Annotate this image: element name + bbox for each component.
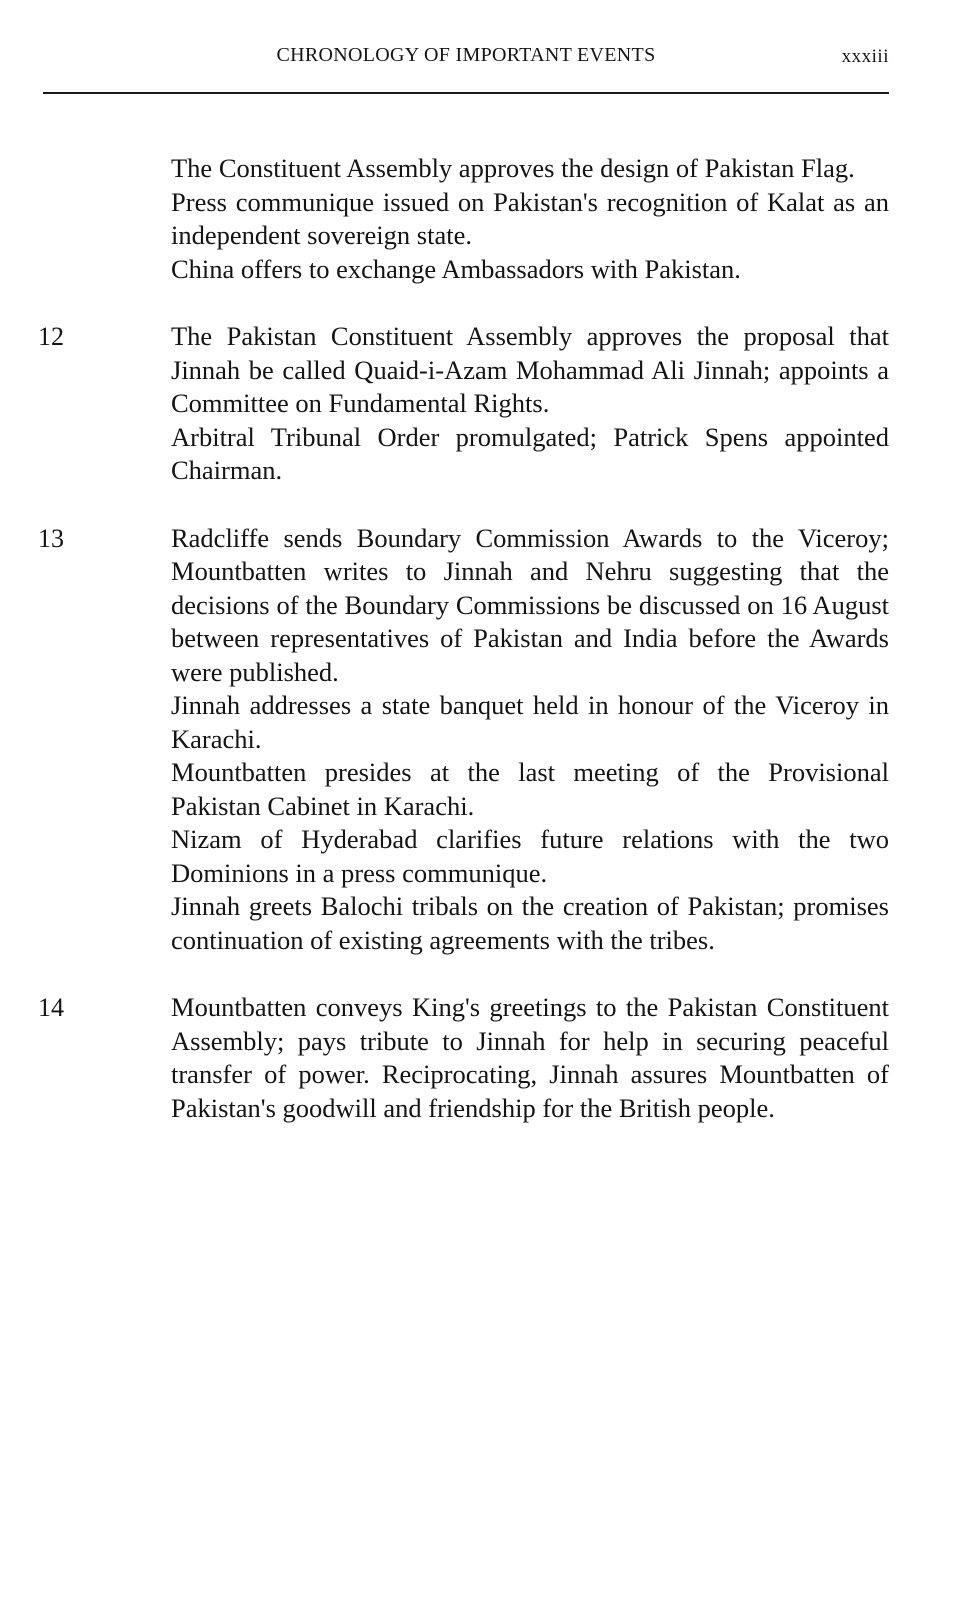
event-paragraph: Nizam of Hyderabad clarifies future relations with the two Dominions in a press communique. xyxy=(171,824,889,888)
entry-day-12 xyxy=(0,320,968,488)
entry-body xyxy=(171,991,889,1125)
entry-body xyxy=(171,320,889,488)
event-paragraph: The Pakistan Constituent Assembly approves the proposal that Jinnah be called Quaid-i-Azam Mohammad Ali Jinnah; appoints a Committee on Fundamental Rights. xyxy=(171,321,889,418)
entry-day-14 xyxy=(0,991,968,1125)
running-title: CHRONOLOGY OF IMPORTANT EVENTS xyxy=(276,44,656,66)
event-paragraph: Mountbatten presides at the last meeting of the Provisional Pakistan Cabinet in Karachi. xyxy=(171,757,889,821)
event-paragraph: Radcliffe sends Boundary Commission Awards to the Viceroy; Mountbatten writes to Jinnah and Nehru suggesting that the decisions of the Boundary Commissions be discussed on 16 August between representatives of Pakistan and India before the Awards were published. xyxy=(171,522,889,687)
page-number: xxxiii xyxy=(841,46,889,67)
event-paragraph: Arbitral Tribunal Order promulgated; Patrick Spens appointed Chairman. xyxy=(171,421,889,485)
event-paragraph: Press communique issued on Pakistan's recognition of Kalat as an independent sovereign state. xyxy=(171,186,889,250)
entry-body xyxy=(171,522,889,958)
event-paragraph: Mountbatten conveys King's greetings to the Pakistan Constituent Assembly; pays tribute to Jinnah for help in securing peaceful transfer of power. Reciprocating, Jinnah assures Mountbatten of Pakistan's goodwill and friendship for the British people. xyxy=(171,992,889,1123)
day-number: 14 xyxy=(38,993,64,1022)
running-head xyxy=(43,44,889,78)
day-number: 13 xyxy=(38,523,64,553)
entry-continued xyxy=(0,152,968,286)
event-paragraph: China offers to exchange Ambassadors with Pakistan. xyxy=(171,253,741,284)
day-number: 12 xyxy=(38,322,64,351)
chronology-entries xyxy=(0,152,968,1159)
event-paragraph: Jinnah greets Balochi tribals on the creation of Pakistan; promises continuation of existing agreements with the tribes. xyxy=(171,891,889,955)
event-paragraph: The Constituent Assembly approves the design of Pakistan Flag. xyxy=(171,153,855,183)
header-rule xyxy=(43,92,889,94)
entry-day-13 xyxy=(0,522,968,958)
entry-body xyxy=(171,152,889,286)
event-paragraph: Jinnah addresses a state banquet held in honour of the Viceroy in Karachi. xyxy=(171,690,889,754)
